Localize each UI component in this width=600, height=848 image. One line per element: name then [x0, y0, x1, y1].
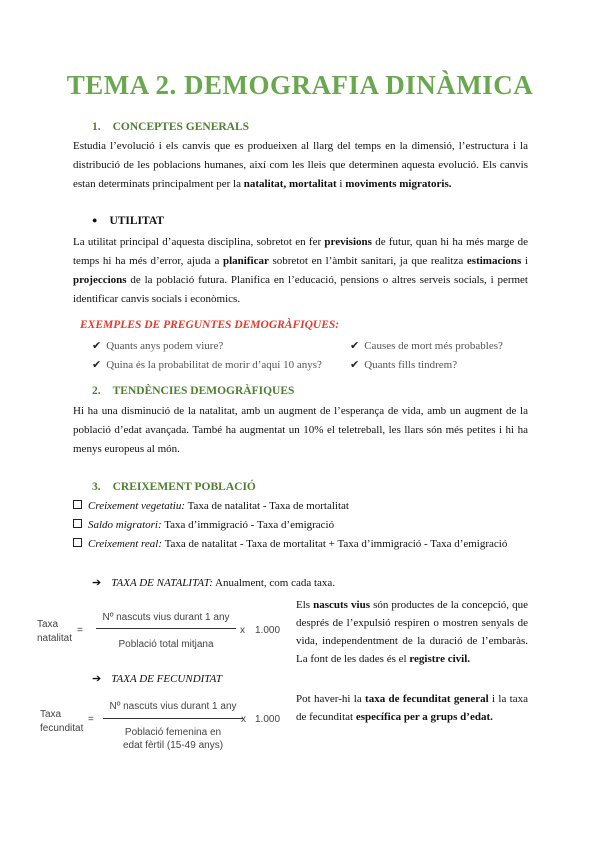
formula-denominator: Població total mitjana — [118, 639, 214, 650]
section-2-title: TENDÈNCIES DEMOGRÀFIQUES — [112, 385, 295, 397]
text-run: de la població futura. Planifica en l’educació, pensions o altres serveis socials, i permet identificar canvis socials i econòmics. — [73, 274, 528, 305]
bold-run: nascuts vius — [313, 599, 370, 611]
formula-multiply: x — [240, 625, 245, 636]
item-text: Taxa d’immigració - Taxa d’emigració — [161, 519, 335, 531]
check-icon: ✔ — [92, 359, 102, 371]
section-2-paragraph: Hi ha una disminució de la natalitat, amb un augment de l’esperança de vida, amb un augment de la població d’edat avançada. També ha augmentat un 10% el teletreball, les llars són més petites i hi ha menys europeus al món. — [73, 405, 528, 455]
utilitat-paragraph — [73, 233, 528, 309]
bold-run: registre civil. — [409, 653, 471, 665]
page-title: TEMA 2. DEMOGRAFIA DINÀMICA — [66, 70, 534, 100]
bold-run: taxa de fecunditat general — [365, 693, 489, 705]
section-2-heading — [92, 385, 294, 397]
item-text: Taxa de natalitat - Taxa de mortalitat + Taxa d’immigració - Taxa d’emigració — [162, 538, 508, 550]
bold-run: planificar — [223, 255, 269, 267]
example-question — [92, 358, 322, 371]
section-1-paragraph — [73, 137, 528, 194]
arrow-right-icon: ➔ — [92, 673, 102, 685]
question-text: Quants anys podem viure? — [106, 340, 224, 352]
growth-item — [73, 519, 334, 531]
fraction-line — [103, 718, 243, 719]
text-run: sobretot en l’àmbit sanitari, ja que realitza — [268, 255, 467, 267]
check-icon: ✔ — [350, 359, 360, 371]
text-run: de futur, quan hi ha més marge de temps hi ha més d’error, ajuda a — [73, 236, 528, 267]
formula-numerator: Nº nascuts vius durant 1 any — [102, 612, 230, 623]
bold-run: projeccions — [73, 274, 127, 286]
formula-constant: 1.000 — [255, 714, 281, 725]
denominator-line: edat fèrtil (15-49 anys) — [122, 740, 224, 751]
examples-title: EXEMPLES DE PREGUNTES DEMOGRÀFIQUES: — [80, 319, 340, 331]
question-text: Quants fills tindrem? — [364, 359, 458, 371]
fraction-line — [96, 628, 236, 629]
natality-label: TAXA DE NATALITAT: — [111, 577, 213, 589]
natality-text: Anualment, com cada taxa. — [212, 577, 336, 589]
item-label: Creixement real: — [88, 538, 163, 550]
utilitat-title: UTILITAT — [109, 215, 164, 227]
bold-run: previsions — [324, 236, 372, 248]
section-1-title: CONCEPTES GENERALS — [112, 121, 250, 133]
growth-item — [73, 500, 349, 512]
fertility-note — [296, 690, 528, 726]
fertility-label: TAXA DE FECUNDITAT — [111, 673, 223, 685]
question-text: Quina és la probabilitat de morir d’aquí 10 anys? — [106, 359, 322, 371]
arrow-right-icon: ➔ — [92, 577, 102, 589]
denominator-line: Població femenina en — [124, 727, 222, 738]
fertility-heading — [92, 672, 222, 685]
natality-note — [296, 596, 528, 668]
bullet-icon: ● — [92, 215, 98, 225]
text-run: i la taxa de fecunditat — [296, 693, 528, 723]
text-run: Estudia l’evolució i els canvis que es produeixen al llarg del temps en la dimensió, l’estructura i la distribució de les poblacions humanes, així com les lleis que determinen aquesta evolució. Els canvis estan determinats principalment per la — [73, 140, 528, 190]
bold-run: específica per a grups d’edat. — [355, 711, 493, 723]
example-question — [350, 339, 503, 352]
example-question — [92, 339, 223, 352]
item-label: Creixement vegetatiu: — [88, 500, 186, 512]
text-run: La utilitat principal d’aquesta disciplina, sobretot en fer — [73, 236, 325, 248]
item-text: Taxa de natalitat - Taxa de mortalitat — [185, 500, 349, 512]
formula-denominator — [103, 726, 243, 752]
section-1-number: 1. — [92, 121, 101, 133]
section-3-heading — [92, 481, 256, 493]
bold-run: moviments migratoris. — [345, 178, 452, 190]
checkbox-icon — [73, 519, 82, 528]
formula-left-label: Taxa — [40, 709, 62, 720]
natality-heading — [92, 576, 335, 589]
formula-left-label: Taxa — [37, 619, 59, 630]
section-3-title: CREIXEMENT POBLACIÓ — [112, 481, 256, 493]
formula-equals: = — [88, 714, 94, 725]
section-2-number: 2. — [92, 385, 101, 397]
example-question — [350, 358, 457, 371]
formula-numerator: Nº nascuts vius durant 1 any — [109, 701, 237, 712]
formula-constant: 1.000 — [255, 625, 281, 636]
formula-equals: = — [77, 625, 83, 636]
growth-item — [73, 538, 507, 550]
text-run: i — [336, 178, 346, 190]
check-icon: ✔ — [350, 340, 360, 352]
item-label: Saldo migratori: — [88, 519, 162, 531]
section-1-heading — [92, 121, 249, 133]
text-run: són productes de la concepció, que després de l’expulsió respiren o mostren senyals de vida, independentment de la duració de l’embaràs. La font de les dades és el — [296, 599, 528, 665]
text-run: i — [521, 255, 528, 267]
section-3-number: 3. — [92, 481, 101, 493]
formula-left-label: natalitat — [37, 633, 73, 644]
bold-run: natalitat, mortalitat — [243, 178, 337, 190]
text-run: Pot haver-hi la — [296, 693, 366, 705]
utilitat-heading — [92, 215, 164, 227]
question-text: Causes de mort més probables? — [364, 340, 503, 352]
text-run: Els — [296, 599, 314, 611]
checkbox-icon — [73, 500, 82, 509]
check-icon: ✔ — [92, 340, 102, 352]
formula-left-label: fecunditat — [40, 723, 84, 734]
checkbox-icon — [73, 538, 82, 547]
bold-run: estimacions — [466, 255, 522, 267]
formula-multiply: x — [241, 714, 246, 725]
